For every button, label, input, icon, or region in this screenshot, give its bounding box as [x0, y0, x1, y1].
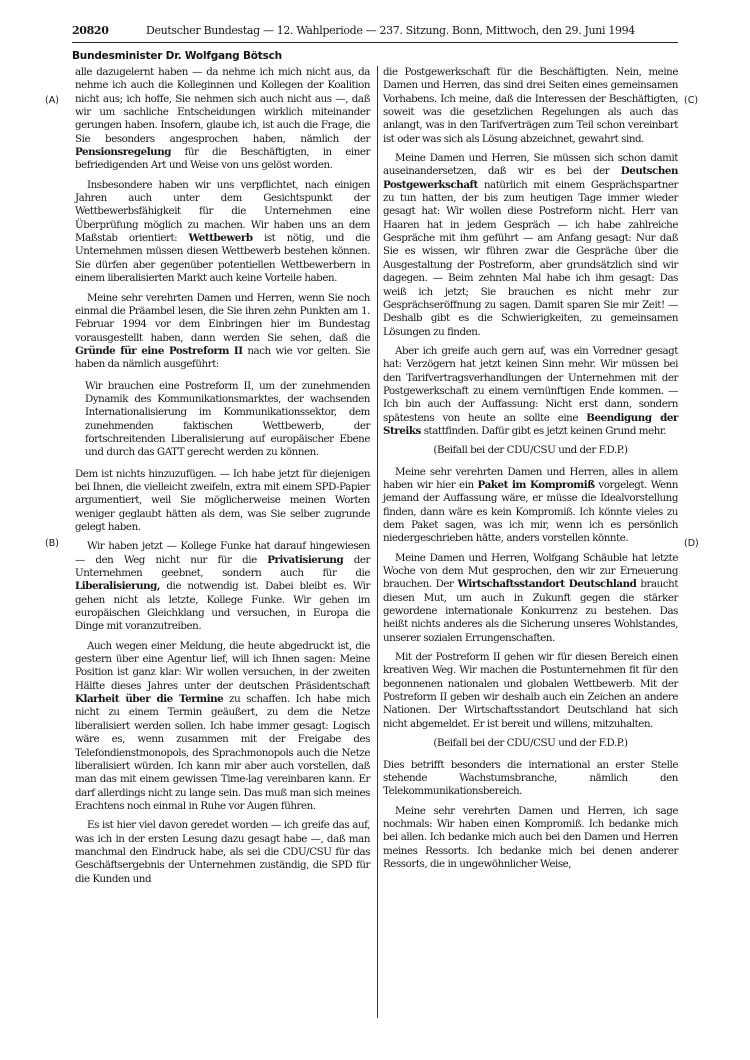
emphasis: Wettbewerb — [188, 232, 253, 245]
emphasis: Beendigung der Streiks — [383, 411, 678, 437]
paragraph: Wir haben jetzt — Kollege Funke hat darauf hingewiesen — den Weg nicht nur für die Privatisierung der Unternehmen geebnet, sondern auch für die Liberalisierung, die notwendig ist. Dabei bleibt es. Wir gehen nicht als letzte, Kollege Funke. Wir gehen im europäischen Gleichklang und versuchen, in Europa die Dinge mit voranzutreiben. — [75, 540, 370, 633]
paragraph: Meine sehr verehrten Damen und Herren, wenn Sie noch einmal die Präambel lesen, die Sie ihren zehn Punkten am 1. Februar 1994 vor dem Einbringen hier im Bundestag vorausgestellt haben, dann werden Sie sehen, daß die Gründe für eine Postreform II nach wie vor gelten. Sie haben da nämlich ausgeführt: — [75, 291, 370, 371]
page-number: 20820 — [72, 24, 109, 37]
paragraph: alle dazugelernt haben — da nehme ich mich nicht aus, da nehme ich auch die Kolleginnen und Kollegen der Koalition nicht aus; ich hoffe, Sie nehmen sich auch nicht aus —, daß wir um sachliche Entscheidungen wirklich miteinander gerungen haben. Insofern, glaube ich, ist auch die Frage, die Sie besonders angesprochen haben, nämlich der Pensionsregelung für die Beschäftigten, in einer befriedigenden Art und Weise von uns gelöst worden. — [75, 66, 370, 172]
paragraph: Dem ist nichts hinzuzufügen. — Ich habe jetzt für diejenigen bei Ihnen, die vielleicht zweifeln, extra mit einem SPD-Papier argumentiert, weil Sie möglicherweise meinen Worten weniger geglaubt hätten als dem, was Sie selber zugrunde gelegt haben. — [75, 467, 370, 533]
paragraph: Es ist hier viel davon geredet worden — ich greife das auf, was ich in der ersten Lesung dazu gesagt habe —, daß man manchmal den Eindruck habe, als sei die CDU/CSU für das Geschäftsergebnis der Unternehmen zuständig, die SPD für die Kunden und — [75, 819, 370, 885]
margin-mark-c: (C) — [684, 95, 699, 106]
left-column — [75, 66, 370, 892]
running-title: Deutscher Bundestag — 12. Wahlperiode — 237. Sitzung. Bonn, Mittwoch, den 29. Juni 1994 — [146, 24, 635, 37]
emphasis: Klarheit über die Termine — [75, 693, 224, 706]
header-rule — [72, 42, 678, 43]
paragraph: Auch wegen einer Meldung, die heute abgedruckt ist, die gestern über eine Agentur lief, will ich Ihnen sagen: Meine Position ist ganz klar: Wir wollen versuchen, in der zweiten Hälfte dieses Jahres unter der deutschen Präsidentschaft Klarheit über die Termine zu schaffen. Ich habe mich nicht zu einem Termin geäußert, zu dem die Netze liberalisiert werden sollen. Ich habe immer gesagt: Logisch wäre es, wenn zusammen mit der Freigabe des Telefondienstmonopols, des Sprachmonopols auch die Netze liberalisiert würden. Ich kann mir aber auch vorstellen, daß man das mit einem gewissen Time-lag vereinbaren kann. Er darf allerdings nicht zu lange sein. Das muß man sich meines Erachtens noch einmal in Ruhe vor Augen führen. — [75, 639, 371, 812]
paragraph: Meine Damen und Herren, Wolfgang Schäuble hat letzte Woche von dem Mut gesprochen, den wir zur Erneuerung brauchen. Der Wirtschaftsstandort Deutschland braucht diesen Mut, um auch in Zukunft gegen die stärker gewordene internationale Konkurrenz zu bestehen. Das heißt nichts anderes als die Sicherung unseres Wohlstandes, unserer sozialen Errungenschaften. — [383, 551, 679, 644]
margin-mark-d: (D) — [684, 538, 699, 549]
right-column — [383, 66, 678, 877]
margin-mark-b: (B) — [45, 538, 59, 549]
speaker-heading: Bundesminister Dr. Wolfgang Bötsch — [72, 50, 282, 62]
paragraph: Mit der Postreform II gehen wir für diesen Bereich einen kreativen Weg. Wir machen die Postunternehmen fit für den begonnenen nationalen und globalen Wettbewerb. Mit der Postreform II geben wir deshalb auch ein Zeichen an andere Nationen. Der Wirtschaftsstandort Deutschland hat sich nicht abgemeldet. Er ist bereit und willens, mitzuhalten. — [383, 651, 678, 730]
paragraph: Aber ich greife auch gern auf, was ein Vorredner gesagt hat: Verzögern hat jetzt keinen Sinn mehr. Wir müssen bei den Tarifvertragsverhandlungen der Unternehmen mit der Postgewerkschaft zu einem vernünftigen Ende kommen. — Ich bin auch der Auffassung: Nicht erst dann, sondern spätestens von heute an sollte eine Beendigung der Streiks stattfinden. Dafür gibt es jetzt keinen Grund mehr. — [383, 344, 678, 437]
column-divider — [377, 66, 378, 1018]
paragraph: Dies betrifft besonders die international an erster Stelle stehende Wachstumsbranche, nämlich den Telekommunikationsbereich. — [383, 758, 678, 798]
emphasis: Wirtschaftsstandort Deutschland — [457, 578, 637, 591]
emphasis: Privatisierung — [267, 553, 344, 566]
paragraph: Meine Damen und Herren, Sie müssen sich schon damit auseinandersetzen, daß wir es bei der Deutschen Postgewerkschaft natürlich mit einem Gesprächspartner zu tun hatten, der bis zum heutigen Tage immer wieder gesagt hat: Wir wollen diese Postreform nicht. Herr van Haaren hat in jedem Gespräch — ich habe zahlreiche Gespräche mit ihm geführt — am Anfang gesagt: Nur daß Sie es wissen, wir führen zwar die Gespräche über die Ausgestaltung der Postreform, aber grundsätzlich sind wir dagegen. — Beim zehnten Mal habe ich ihm gesagt: Das weiß ich jetzt; Sie brauchen es nicht mehr zur Gesprächseröffnung zu sagen. Damit sparen Sie mir Zeit! — Deshalb gibt es die Schwierigkeiten, zu gemeinsamen Lösungen zu finden. — [383, 152, 678, 338]
emphasis: Paket im Kompromiß — [477, 478, 595, 491]
emphasis: Deutschen Postgewerkschaft — [383, 165, 678, 191]
page-header — [72, 24, 677, 40]
paragraph: Insbesondere haben wir uns verpflichtet, nach einigen Jahren auch unter dem Gesichtspunkt der Wettbewerbsfähigkeit für die Unternehmen eine Überprüfung möglich zu machen. Wir haben uns an dem Maßstab orientiert: Wettbewerb ist nötig, und die Unternehmen müssen diesen Wettbewerb bestehen können. Sie dürfen aber gegenüber potentiellen Wettbewerbern in einem liberalisierten Markt auch keine Vorteile haben. — [75, 178, 370, 285]
paragraph: Meine sehr verehrten Damen und Herren, alles in allem haben wir hier ein Paket im Kompromiß vorgelegt. Wenn jemand der Auffassung wäre, er müsse die Idealvorstellung finden, dann wäre es kein Kompromiß. Ich könnte vieles zu dem Paket sagen, was ich mir, wenn ich es persönlich niedergeschrieben hätte, anders vorstellen könnte. — [383, 465, 678, 545]
applause-note: (Beifall bei der CDU/CSU und der F.D.P.) — [433, 737, 628, 750]
emphasis: Liberalisierung, — [75, 580, 161, 593]
paragraph: die Postgewerkschaft für die Beschäftigten. Nein, meine Damen und Herren, das sind drei Seiten eines gemeinsamen Vorhabens. Ich meine, daß die Interessen der Beschäftigten, soweit was die gesetzlichen Regelungen als auch das anlangt, was in den Tarifverträgen zum Teil schon vereinbart ist oder was sich als Lösung abzeichnet, gewahrt sind. — [383, 66, 678, 145]
block-quote: Wir brauchen eine Postreform II, um der zunehmenden Dynamik des Kommunikationsmarktes, der wachsenden Internationalisierung im Kommunikationssektor, dem zunehmenden faktischen Wettbewerb, der fortschreitenden Liberalisierung auf europäischer Ebene und durch das GATT gerecht werden zu können. — [85, 379, 370, 459]
applause-note: (Beifall bei der CDU/CSU und der F.D.P.) — [433, 444, 628, 457]
paragraph: Meine sehr verehrten Damen und Herren, ich sage nochmals: Wir haben einen Kompromiß. Ich bedanke mich bei allen. Ich bedanke mich auch bei den Damen und Herren meines Ressorts. Ich bedanke mich bei denen anderer Ressorts, die in ungewöhnlicher Weise, — [383, 804, 678, 870]
margin-mark-a: (A) — [45, 95, 59, 106]
emphasis: Gründe für eine Postreform II — [75, 344, 243, 357]
emphasis: Pensionsregelung — [75, 146, 171, 159]
